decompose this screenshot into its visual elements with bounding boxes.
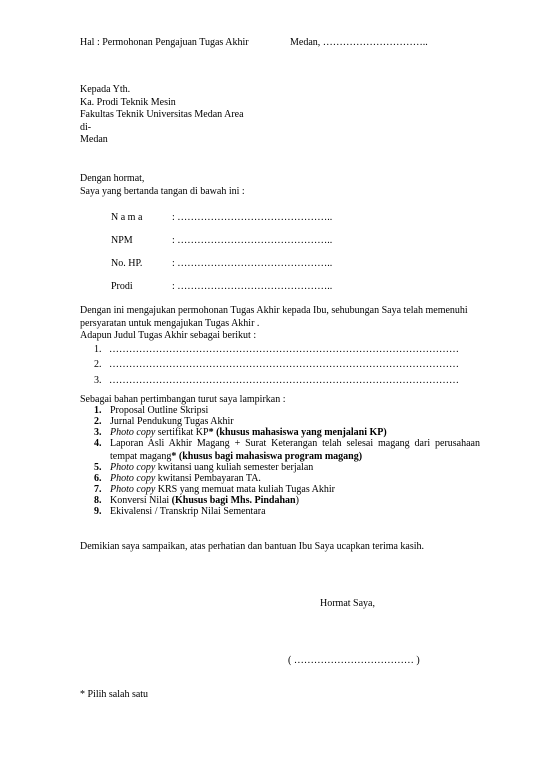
field-value-npm[interactable]: : ……………………………………….. [172,235,333,246]
attachment-text-run: Laporan Asli Akhir Magang + Surat Keterangan telah selesai magang dari perusahaan tempat magang [110,438,480,462]
title-dots[interactable]: …………………………………………………………………………………………… [109,375,459,386]
title-number: 1. [94,344,102,355]
attachment-text-run: * (khusus bagi mahasiswa program magang) [171,450,363,462]
attachment-number: 1. [94,405,102,416]
field-value-nama[interactable]: : ……………………………………….. [172,212,333,223]
attachment-text-run: Photo copy [110,473,156,484]
field-label-hp: No. HP. [111,258,143,269]
greeting: Dengan hormat, [80,173,145,184]
attachment-text-run: Ekivalensi / Transkrip Nilai Sementara [110,506,266,517]
recipient-line: Kepada Yth. [80,84,131,95]
attachment-text-run: Jurnal Pendukung Tugas Akhir [110,416,234,427]
attachment-text-run: kwitansi uang kuliah semester berjalan [155,462,314,473]
attachment-text-run: Photo copy [110,427,156,438]
attachment-text [110,506,480,519]
title-dots[interactable]: …………………………………………………………………………………………… [109,359,459,370]
place-date: Medan, ………………………….. [290,37,428,48]
subject-line: Hal : Permohonan Pengajuan Tugas Akhir [80,37,249,48]
signature-salutation: Hormat Saya, [320,598,375,609]
recipient-line: Ka. Prodi Teknik Mesin [80,96,176,108]
request-line: persyaratan untuk mengajukan Tugas Akhir . [80,317,260,329]
attachment-text-run: Konversi Nilai [110,495,172,506]
title-dots[interactable]: …………………………………………………………………………………………… [109,344,459,355]
attachment-item [94,506,480,519]
recipient-block [80,84,244,147]
field-value-prodi[interactable]: : ……………………………………….. [172,281,333,292]
recipient-line: Medan [80,134,108,145]
recipient-line: Fakultas Teknik Universitas Medan Area [80,109,244,120]
field-label-npm: NPM [111,235,133,246]
attachment-number: 6. [94,473,102,484]
field-value-hp[interactable]: : ……………………………………….. [172,258,333,269]
attachment-item [94,438,480,463]
attachment-number: 9. [94,506,102,517]
attachment-text-run: Photo copy [110,462,156,473]
attachment-text-run: kwitansi Pembayaran TA. [155,473,261,484]
attachment-text-run: * (khusus mahasiswa yang menjalani KP) [208,427,387,438]
title-number: 3. [94,375,102,386]
attachment-text-run: (Khusus bagi Mhs. Pindahan [171,495,296,506]
attachment-text-run: KRS yang memuat mata kuliah Tugas Akhir [155,484,335,495]
request-line: Adapun Judul Tugas Akhir sebagai berikut : [80,330,257,341]
field-label-prodi: Prodi [111,281,133,292]
attachment-number: 8. [94,495,102,506]
title-item [94,375,459,388]
attachment-text-run: Photo copy [110,484,156,495]
request-line: Dengan ini mengajukan permohonan Tugas Akhir kepada Ibu, sehubungan Saya telah memenuhi [80,305,468,316]
signature-name-placeholder[interactable]: ( ……………………………… ) [288,655,420,666]
attachment-number: 2. [94,416,102,427]
recipient-line: di- [80,121,92,133]
attachment-text-run: ) [295,495,299,506]
attachment-text-run: Proposal Outline Skripsi [110,405,209,416]
intro-text: Saya yang bertanda tangan di bawah ini : [80,186,245,197]
attachment-number: 5. [94,462,102,473]
attachment-number: 4. [94,438,102,449]
request-paragraph [80,305,468,343]
attachments-intro: Sebagai bahan pertimbangan turut saya lampirkan : [80,394,286,405]
field-label-nama: N a m a [111,212,143,223]
attachment-number: 3. [94,427,102,438]
title-item [94,344,459,357]
title-number: 2. [94,359,102,370]
closing-text: Demikian saya sampaikan, atas perhatian dan bantuan Ibu Saya ucapkan terima kasih. [80,541,425,552]
attachment-text-run: sertifikat KP [155,427,209,438]
title-item [94,359,459,372]
attachment-number: 7. [94,484,102,495]
attachment-text [110,438,480,463]
footnote: * Pilih salah satu [80,689,149,700]
